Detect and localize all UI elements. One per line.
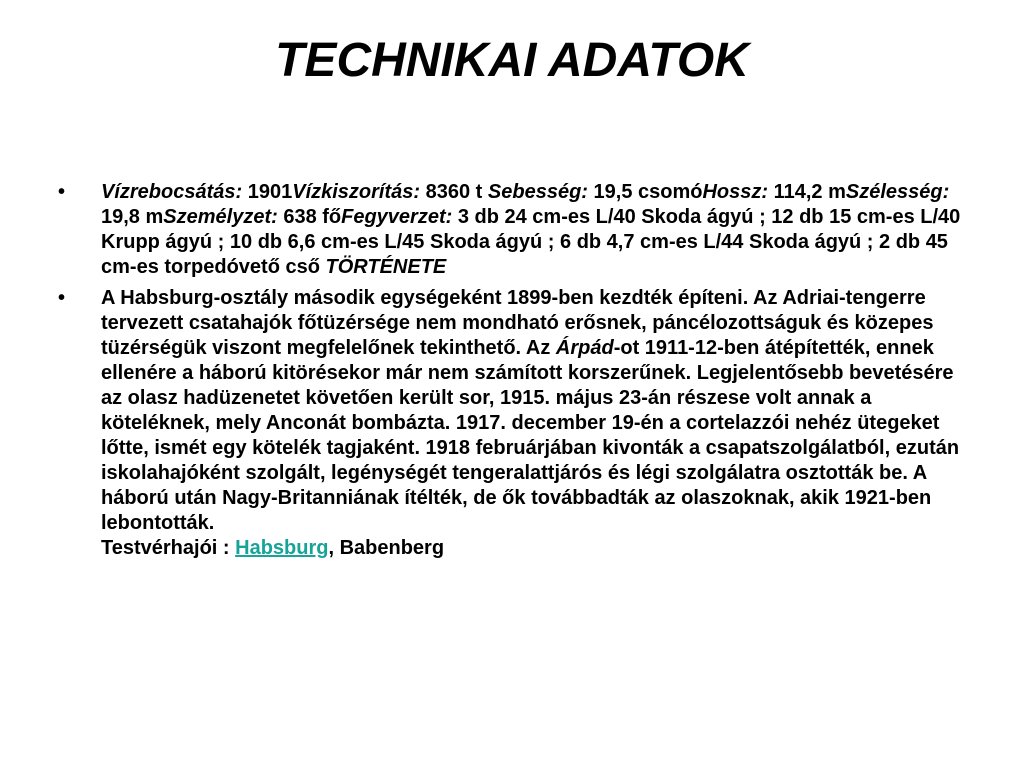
bullet-icon: • [58,287,66,309]
launch-value: 1901 [242,181,293,203]
content-list [58,180,978,567]
speed-label: Sebesség: [487,181,588,203]
length-label: Hossz: [702,181,769,203]
sister-ships-rest: , Babenberg [328,537,445,559]
displacement-value: 8360 t [420,181,488,203]
habsburg-link[interactable]: Habsburg [235,537,329,559]
launch-label: Vízrebocsátás: [101,181,243,203]
beam-value: 19,8 m [101,206,164,228]
bullet-icon: • [58,181,66,203]
history-text-1: A Habsburg-osztály második egységeként 1899-ben kezdték építeni. Az Adriai-tengerre tervezett csatahajók főtüzérsége nem mondható erősnek, páncélozottságuk és közepes tüzérségük viszont megfelelőnek tekinthető. Az [101,287,934,359]
sister-ships-label: Testvérhajói : [101,537,236,559]
list-item-history [58,286,978,561]
history-heading: TÖRTÉNETE [325,256,447,278]
length-value: 114,2 m [768,181,846,203]
list-item-specs [58,180,978,280]
ship-name-arpad: Árpád [555,337,614,359]
speed-value: 19,5 csomó [587,181,703,203]
armament-value: 3 db 24 cm-es L/40 Skoda ágyú ; 12 db 15 cm-es L/40 Krupp ágyú ; 10 db 6,6 cm-es L/45 Skoda ágyú ; 6 db 4,7 cm-es L/44 Skoda ágyú ; 2 db 45 cm-es torpedóvető cső [101,206,961,278]
crew-value: 638 fő [277,206,342,228]
history-text-2: -ot 1911-12-ben átépítették, ennek ellenére a háború kitörésekor már nem számított korszerűnek. Legjelentősebb bevetésére az olasz hadüzenetet követően került sor, 1915. május 23-án részese volt annak a köteléknek, mely Anconát bombázta. 1917. december 19-én a cortelazzói nehéz ütegeket lőtte, ismét egy kötelék tagjaként. 1918 februárjában kivonták a csapatszolgálatból, ezután iskolahajóként szolgált, legénységét tengeralattjárós és légi szolgálatra osztották be. A háború után Nagy-Britanniának ítélték, de ők továbbadták az olaszoknak, akik 1921-ben lebontották. [101,337,960,534]
displacement-label: Vízkiszorítás: [292,181,421,203]
beam-label: Szélesség: [845,181,950,203]
armament-label: Fegyverzet: [341,206,453,228]
crew-label: Személyzet: [163,206,278,228]
slide-title: TECHNIKAI ADATOK [275,34,749,87]
